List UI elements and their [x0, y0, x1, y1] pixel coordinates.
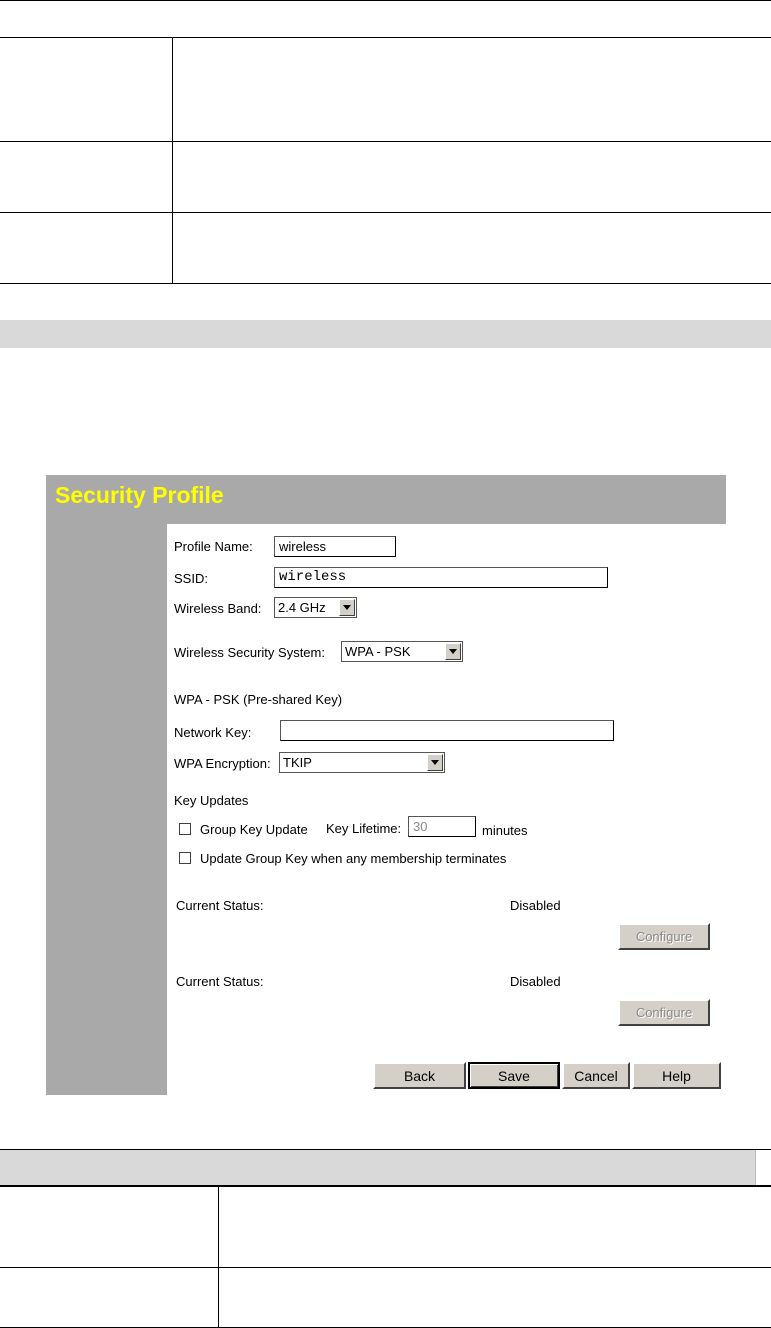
chevron-down-icon[interactable]: [339, 599, 355, 616]
radius-mac-configure-button[interactable]: Configure: [618, 923, 710, 950]
table-rule: [0, 212, 771, 213]
key-updates-label: Key Updates: [174, 793, 249, 808]
section-heading-band: [0, 320, 771, 348]
chevron-down-icon[interactable]: [445, 643, 461, 660]
section-sidebar: [46, 524, 167, 1095]
section-label-radius-mac: Radius MAC: [645, 895, 716, 909]
group-key-update-label: Group Key Update: [200, 822, 308, 837]
wireless-security-system-label: Wireless Security System:: [174, 645, 325, 660]
wireless-band-value: 2.4 GHz: [278, 600, 326, 615]
back-button[interactable]: Back: [373, 1062, 466, 1089]
chevron-down-icon[interactable]: [427, 754, 443, 771]
table-header-band: [0, 1150, 755, 1185]
key-lifetime-input[interactable]: 30: [408, 816, 476, 837]
table-rule: [0, 1185, 771, 1187]
wireless-band-select[interactable]: [274, 597, 357, 618]
network-key-label: Network Key:: [174, 725, 252, 740]
network-key-input[interactable]: [280, 720, 614, 741]
key-lifetime-label: Key Lifetime:: [326, 821, 402, 836]
radius-mac-status-label: Current Status:: [176, 898, 264, 913]
save-button[interactable]: Save: [468, 1062, 560, 1089]
top-rule: [0, 0, 771, 1]
table-column-divider: [218, 1187, 219, 1328]
update-group-key-checkbox[interactable]: [179, 852, 191, 864]
table-rule: [0, 141, 771, 142]
wireless-band-label: Wireless Band:: [174, 601, 262, 616]
table-rule: [0, 1267, 771, 1268]
section-label-security-system: Security System: [622, 640, 716, 654]
profile-name-input[interactable]: wireless: [274, 536, 396, 557]
security-mode-heading: WPA - PSK (Pre-shared Key): [174, 692, 343, 707]
wpa-encryption-select[interactable]: [279, 752, 445, 773]
profile-name-label: Profile Name:: [174, 539, 253, 554]
cancel-button[interactable]: Cancel: [562, 1062, 630, 1089]
section-label-line: Security: [668, 684, 716, 698]
ssid-input[interactable]: wireless: [274, 567, 608, 588]
group-key-update-checkbox[interactable]: [179, 823, 191, 835]
table-rule: [0, 283, 771, 284]
table-column-divider: [172, 37, 173, 283]
section-label-profile: Profile: [678, 533, 716, 547]
page-title: Security Profile: [55, 482, 224, 508]
wireless-security-system-value: WPA - PSK: [345, 644, 411, 659]
section-label-security-settings: [606, 684, 716, 714]
update-group-key-label: Update Group Key when any membership terminates: [200, 851, 507, 866]
minutes-label: minutes: [482, 823, 528, 838]
section-label-line: Settings: [668, 699, 716, 713]
table-header-edge: [755, 1150, 756, 1185]
wireless-security-system-select[interactable]: [341, 641, 463, 662]
radius-mac-status-value: Disabled: [510, 898, 561, 913]
uam-status-label: Current Status:: [176, 974, 264, 989]
panel-header: [46, 475, 726, 524]
section-label-uam: UAM: [688, 972, 716, 986]
table-rule: [0, 37, 771, 38]
help-button[interactable]: Help: [632, 1062, 721, 1089]
uam-status-value: Disabled: [510, 974, 561, 989]
wpa-encryption-label: WPA Encryption:: [174, 756, 271, 771]
uam-configure-button[interactable]: Configure: [618, 999, 710, 1026]
ssid-label: SSID:: [174, 571, 208, 586]
wpa-encryption-value: TKIP: [283, 755, 312, 770]
security-profile-screen: [46, 475, 726, 1095]
